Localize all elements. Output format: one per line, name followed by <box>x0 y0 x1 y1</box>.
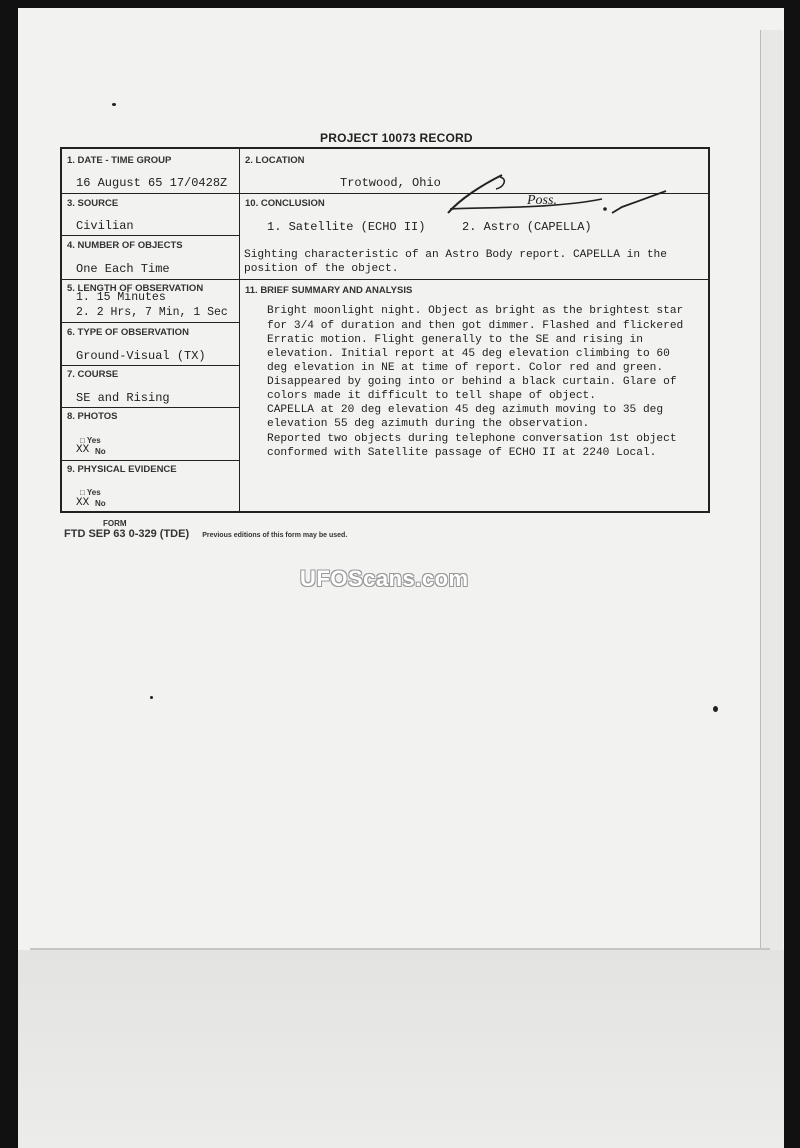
date-time-label: 1. DATE - TIME GROUP <box>67 155 172 166</box>
row-divider <box>62 322 239 323</box>
photos-yes-checkbox: □ Yes <box>80 436 101 445</box>
summary-line: elevation. Initial report at 45 deg elevation climbing to 60 <box>267 348 670 360</box>
course-value: SE and Rising <box>76 391 170 405</box>
number-of-objects-value: One Each Time <box>76 262 170 276</box>
conclusion-item-2: 2. Astro (CAPELLA) <box>462 220 592 234</box>
form-word: FORM <box>103 519 127 528</box>
source-label: 3. SOURCE <box>67 198 119 209</box>
summary-line: CAPELLA at 20 deg elevation 45 deg azimuth moving to 35 deg <box>267 404 664 416</box>
summary-line: Disappeared by going into or behind a black curtain. Glare of <box>267 376 677 388</box>
photos-no-mark: XX <box>76 444 90 456</box>
lower-sheet <box>18 950 784 1148</box>
row-divider <box>62 365 239 366</box>
summary-line: for 3/4 of duration and then got dimmer. Flashed and flickered <box>267 320 684 332</box>
summary-line: Bright moonlight night. Object as bright as the brightest star <box>267 305 684 317</box>
physical-evidence-label: 9. PHYSICAL EVIDENCE <box>67 464 177 475</box>
watermark: UFOScans.com <box>300 566 469 591</box>
record-title: PROJECT 10073 RECORD <box>320 131 473 145</box>
course-label: 7. COURSE <box>67 369 119 380</box>
conclusion-item-1: 1. Satellite (ECHO II) <box>267 220 426 234</box>
form-footer <box>64 528 347 540</box>
row-divider <box>62 235 239 236</box>
summary-line: deg elevation in NE at time of report. Color red and green. <box>267 362 664 374</box>
previous-editions-note: Previous editions of this form may be used. <box>202 532 348 539</box>
conclusion-note-line-2: position of the object. <box>244 263 399 275</box>
type-of-observation-label: 6. TYPE OF OBSERVATION <box>67 327 189 338</box>
summary-line: colors made it difficult to tell shape of object. <box>267 390 596 402</box>
summary-line: elevation 55 deg azimuth during the observation. <box>267 418 590 430</box>
source-value: Civilian <box>76 219 134 233</box>
physical-evidence-no-mark: XX <box>76 497 90 509</box>
summary-line: Reported two objects during telephone conversation 1st object <box>267 433 677 445</box>
row-divider <box>62 279 239 280</box>
physical-evidence-yes-checkbox: □ Yes <box>80 488 101 497</box>
type-of-observation-value: Ground-Visual (TX) <box>76 349 206 363</box>
date-time-value: 16 August 65 17/0428Z <box>76 176 228 190</box>
conclusion-label: 10. CONCLUSION <box>245 198 325 209</box>
summary-label: 11. BRIEF SUMMARY AND ANALYSIS <box>245 285 413 296</box>
row-divider <box>62 193 239 194</box>
photos-no-label: No <box>95 447 106 456</box>
location-label: 2. LOCATION <box>245 155 305 166</box>
column-divider <box>239 149 240 511</box>
photos-label: 8. PHOTOS <box>67 411 118 422</box>
handwritten-poss-annotation <box>442 169 672 217</box>
row-divider <box>62 407 239 408</box>
form-id: FTD SEP 63 0-329 (TDE) <box>64 528 190 540</box>
speck <box>713 706 718 712</box>
handwritten-poss-text: Poss. <box>527 193 557 208</box>
summary-line: conformed with Satellite passage of ECHO II at 2240 Local. <box>267 447 657 459</box>
length-of-observation-label: 5. LENGTH OF OBSERVATION <box>67 283 204 294</box>
row-divider <box>239 279 710 280</box>
physical-evidence-no-label: No <box>95 499 106 508</box>
conclusion-note-line-1: Sighting characteristic of an Astro Body report. CAPELLA in the <box>244 249 667 261</box>
length-of-observation-line-1: 1. 15 Minutes <box>76 291 166 304</box>
length-of-observation-line-2: 2. 2 Hrs, 7 Min, 1 Sec <box>76 306 228 319</box>
row-divider <box>62 460 239 461</box>
location-value: Trotwood, Ohio <box>340 176 441 190</box>
speck <box>112 103 116 106</box>
record-form <box>60 147 710 513</box>
speck <box>150 696 153 699</box>
number-of-objects-label: 4. NUMBER OF OBJECTS <box>67 240 183 251</box>
summary-line: Erratic motion. Flight generally to the SE and rising in <box>267 334 643 346</box>
page-edge <box>760 30 783 950</box>
